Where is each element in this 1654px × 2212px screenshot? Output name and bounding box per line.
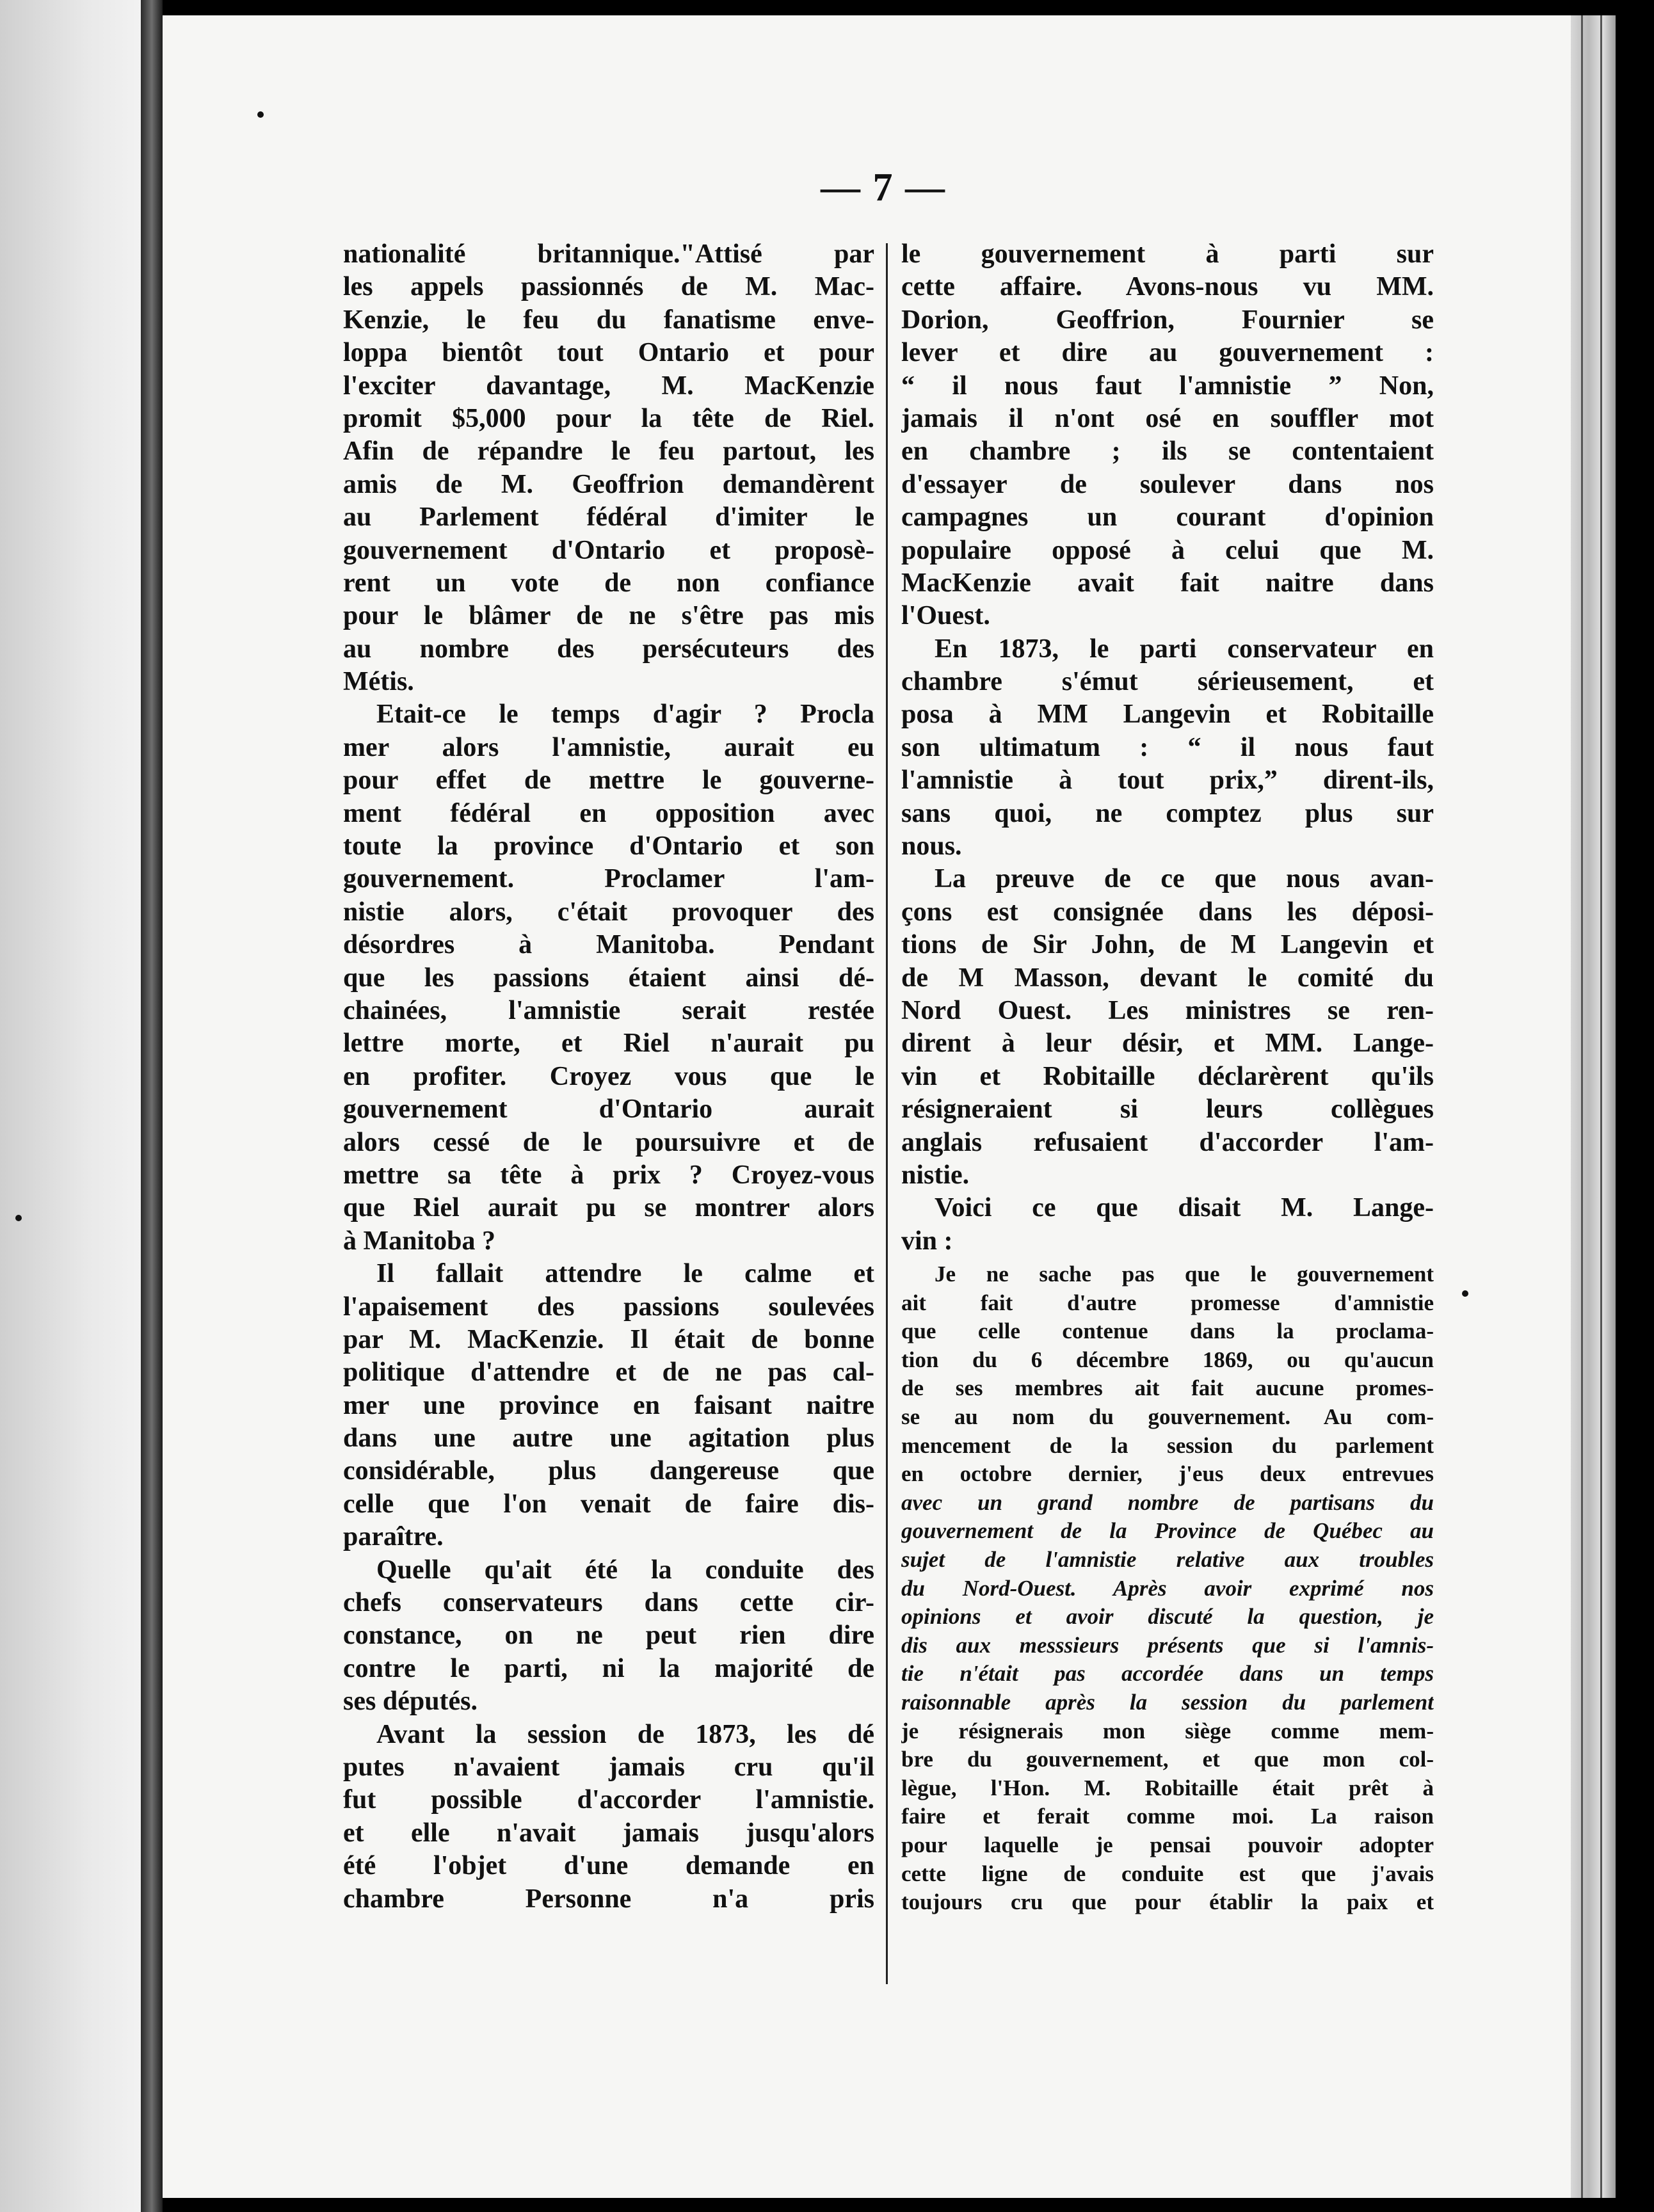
text-line: dans une autre une agitation plus (343, 1423, 874, 1454)
text-line: Voici ce que disait M. Lange- (935, 1193, 1434, 1223)
right-text-column (901, 238, 1434, 1917)
text-line: l'Ouest. (901, 601, 990, 631)
text-line: dis aux messsieurs présents que si l'amnis- (901, 1632, 1434, 1658)
text-line: nous. (901, 831, 962, 862)
text-line: alors cessé de le poursuivre et de (343, 1127, 874, 1157)
column-divider (886, 243, 888, 1984)
text-line: lever et dire au gouvernement : (901, 338, 1434, 368)
text-line: amis de M. Geoffrion demandèrent (343, 469, 874, 499)
text-line: désordres à Manitoba. Pendant (343, 930, 874, 960)
text-line: gouvernement. Proclamer l'am- (343, 864, 874, 894)
text-line: à Manitoba ? (343, 1226, 496, 1256)
text-line: par M. MacKenzie. Il était de bonne (343, 1324, 874, 1354)
text-line: gouvernement d'Ontario aurait (343, 1094, 874, 1125)
text-line: été l'objet d'une demande en (343, 1851, 874, 1881)
text-line: sujet de l'amnistie relative aux troubles (901, 1547, 1434, 1573)
page-number: — 7 — (821, 166, 946, 209)
text-line: que Riel aurait pu se montrer alors (343, 1193, 874, 1223)
text-line: dirent à leur désir, et MM. Lange- (901, 1029, 1434, 1059)
text-line: son ultimatum : “ il nous faut (901, 732, 1434, 762)
text-line: anglais refusaient d'accorder l'am- (901, 1127, 1434, 1157)
text-line: En 1873, le parti conservateur en (935, 634, 1434, 664)
text-line: pour effet de mettre le gouverne- (343, 765, 874, 796)
text-line: le gouvernement à parti sur (901, 239, 1434, 269)
text-line: Avant la session de 1873, les dé (376, 1719, 874, 1749)
text-line: campagnes un courant d'opinion (901, 502, 1434, 533)
text-line: promit $5,000 pour la tête de Riel. (343, 403, 874, 433)
text-line: paraître. (343, 1522, 444, 1552)
fore-edge-line (1600, 15, 1602, 2198)
left-text-column (343, 238, 874, 1916)
text-line: vin et Robitaille déclarèrent qu'ils (901, 1061, 1434, 1091)
text-line: Métis. (343, 667, 414, 697)
text-line: que les passions étaient ainsi dé- (343, 963, 874, 993)
text-line: Dorion, Geoffrion, Fournier se (901, 305, 1434, 335)
text-line: chefs conservateurs dans cette cir- (343, 1588, 874, 1618)
text-line: Je ne sache pas que le gouvernement (935, 1262, 1434, 1287)
text-line: constance, on ne peut rien dire (343, 1621, 874, 1651)
text-line: chambre Personne n'a pris (343, 1884, 874, 1914)
text-line: se au nom du gouvernement. Au com- (901, 1404, 1434, 1430)
text-line: bre du gouvernement, et que mon col- (901, 1747, 1434, 1772)
text-line: cette ligne de conduite est que j'avais (901, 1861, 1434, 1886)
previous-page-edge (0, 0, 149, 2212)
text-line: en octobre dernier, j'eus deux entrevues (901, 1461, 1434, 1487)
text-line: nistie alors, c'était provoquer des (343, 897, 874, 927)
text-line: Quelle qu'ait été la conduite des (376, 1555, 874, 1585)
text-line: lègue, l'Hon. M. Robitaille était prêt à (901, 1775, 1434, 1800)
fore-edge-line (1581, 15, 1583, 2198)
ink-speck (257, 111, 264, 118)
text-line: tions de Sir John, de M Langevin et (901, 930, 1434, 960)
text-line: chambre s'émut sérieusement, et (901, 667, 1434, 697)
text-line: d'essayer de soulever dans nos (901, 469, 1434, 499)
text-line: du Nord-Ouest. Après avoir exprimé nos (901, 1575, 1434, 1601)
text-line: ses députés. (343, 1687, 478, 1717)
text-line: je résignerais mon siège comme mem- (901, 1718, 1434, 1743)
text-line: et elle n'avait jamais jusqu'alors (343, 1818, 874, 1848)
text-line: en chambre ; ils se contentaient (901, 437, 1434, 467)
text-line: çons est consignée dans les déposi- (901, 897, 1434, 927)
text-line: les appels passionnés de M. Mac- (343, 272, 874, 302)
text-line: de M Masson, devant le comité du (901, 963, 1434, 993)
text-line: l'amnistie à tout prix,” dirent-ils, (901, 765, 1434, 796)
text-line: populaire opposé à celui que M. (901, 535, 1434, 565)
text-line: pour laquelle je pensai pouvoir adopter (901, 1832, 1434, 1857)
text-line: mer alors l'amnistie, aurait eu (343, 732, 874, 762)
text-line: contre le parti, ni la majorité de (343, 1653, 874, 1683)
right-column-body (901, 238, 1434, 1258)
text-line: faire et ferait comme moi. La raison (901, 1804, 1434, 1829)
text-line: opinions et avoir discuté la question, je (901, 1604, 1434, 1630)
text-line: MacKenzie avait fait naitre dans (901, 568, 1434, 598)
text-line: politique d'attendre et de ne pas cal- (343, 1358, 874, 1388)
text-line: mettre sa tête à prix ? Croyez-vous (343, 1160, 874, 1190)
text-line: chainées, l'amnistie serait restée (343, 995, 874, 1025)
ink-speck (1462, 1290, 1468, 1297)
text-line: rent un vote de non confiance (343, 568, 874, 598)
text-line: Etait-ce le temps d'agir ? Procla (376, 700, 874, 730)
text-line: au nombre des persécuteurs des (343, 634, 874, 664)
text-line: posa à MM Langevin et Robitaille (901, 700, 1434, 730)
text-line: La preuve de ce que nous avan- (935, 864, 1434, 894)
text-line: putes n'avaient jamais cru qu'il (343, 1752, 874, 1782)
text-line: Il fallait attendre le calme et (376, 1259, 874, 1289)
text-line: gouvernement d'Ontario et proposè- (343, 535, 874, 565)
text-line: mer une province en faisant naitre (343, 1390, 874, 1420)
text-line: jamais il n'ont osé en souffler mot (901, 403, 1434, 433)
text-line: mencement de la session du parlement (901, 1432, 1434, 1458)
text-line: Kenzie, le feu du fanatisme enve- (343, 305, 874, 335)
text-line: toujours cru que pour établir la paix et (901, 1889, 1434, 1915)
text-line: cette affaire. Avons-nous vu MM. (901, 272, 1434, 302)
text-line: toute la province d'Ontario et son (343, 831, 874, 862)
text-line: considérable, plus dangereuse que (343, 1456, 874, 1486)
text-line: ment fédéral en opposition avec (343, 798, 874, 828)
page-fore-edge (1571, 15, 1616, 2198)
text-line: vin : (901, 1226, 953, 1256)
text-line: tie n'était pas accordée dans un temps (901, 1661, 1434, 1687)
text-line: au Parlement fédéral d'imiter le (343, 502, 874, 533)
text-line: de ses membres ait fait aucune promes- (901, 1375, 1434, 1401)
text-line: ait fait d'autre promesse d'amnistie (901, 1290, 1434, 1315)
text-line: “ il nous faut l'amnistie ” Non, (901, 371, 1434, 401)
text-line: loppa bientôt tout Ontario et pour (343, 338, 874, 368)
text-line: raisonnable après la session du parlement (901, 1690, 1434, 1715)
text-line: Nord Ouest. Les ministres se ren- (901, 995, 1434, 1025)
text-line: avec un grand nombre de partisans du (901, 1489, 1434, 1515)
ink-speck (15, 1215, 22, 1221)
text-line: l'apaisement des passions soulevées (343, 1292, 874, 1322)
text-line: gouvernement de la Province de Québec au (901, 1518, 1434, 1544)
text-line: fut possible d'accorder l'amnistie. (343, 1785, 874, 1815)
quoted-testimony (901, 1260, 1434, 1917)
text-line: tion du 6 décembre 1869, ou qu'aucun (901, 1347, 1434, 1372)
book-gutter (141, 0, 163, 2212)
text-line: l'exciter davantage, M. MacKenzie (343, 371, 874, 401)
text-line: nistie. (901, 1160, 970, 1190)
text-line: lettre morte, et Riel n'aurait pu (343, 1029, 874, 1059)
text-line: celle que l'on venait de faire dis- (343, 1489, 874, 1519)
text-line: sans quoi, ne comptez plus sur (901, 798, 1434, 828)
text-line: Afin de répandre le feu partout, les (343, 437, 874, 467)
text-line: que celle contenue dans la proclama- (901, 1318, 1434, 1344)
text-line: pour le blâmer de ne s'être pas mis (343, 601, 874, 631)
text-line: en profiter. Croyez vous que le (343, 1061, 874, 1091)
text-line: nationalité britannique."Attisé par (343, 239, 874, 269)
text-line: résigneraient si leurs collègues (901, 1094, 1434, 1125)
